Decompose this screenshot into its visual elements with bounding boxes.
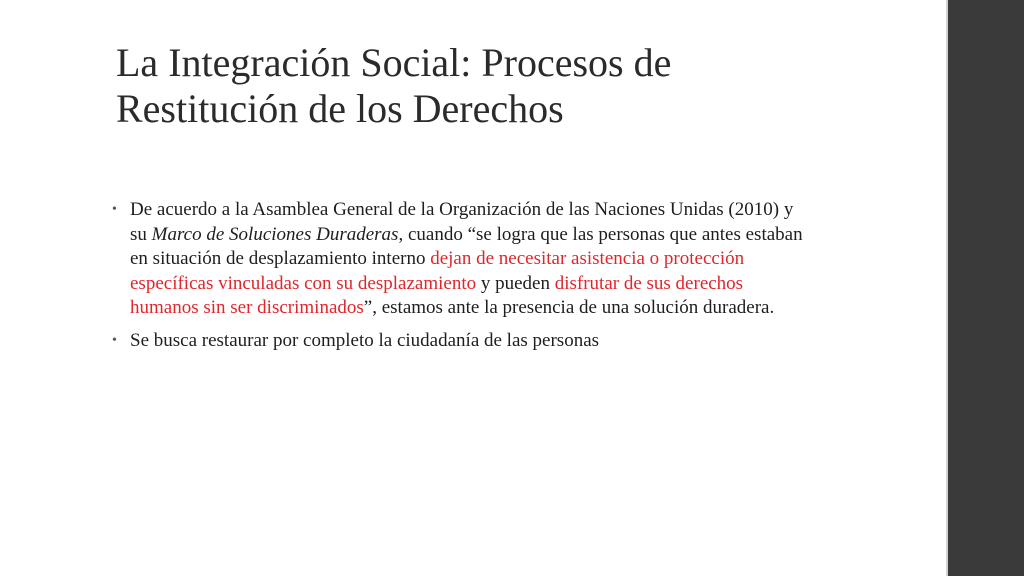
bullet-item-un-definition (110, 198, 810, 321)
bullet-dot-icon: • (112, 332, 117, 348)
bullet1-segment: y pueden (476, 272, 555, 294)
bullet-item-citizenship (110, 329, 810, 354)
bullet1-red-highlight: dejan de necesitar asistencia o protección específicas vinculadas con su desplazamiento (130, 248, 745, 294)
bullet-dot-icon: • (112, 202, 117, 217)
slide-title (116, 40, 916, 132)
bullet1-segment: ”, estamos ante la presencia de una solución duradera. (363, 297, 775, 318)
title-line-1: La Integración Social: Procesos de (116, 40, 672, 85)
title-line-2: Restitución de los Derechos (116, 86, 564, 131)
bullet1-text (130, 199, 803, 318)
bullet1-red-highlight: disfrutar de sus derechos humanos sin ser discriminados (130, 272, 744, 318)
decorative-sidebar (948, 0, 1024, 576)
bullet1-segment: De acuerdo a la Asamblea General de la Organización de las Naciones Unidas (2010) y su (130, 199, 794, 245)
bullet2-text: Se busca restaurar por completo la ciudadanía de las personas (130, 329, 600, 351)
bullet1-segment: , cuando “se logra que las personas que antes estaban en situación de desplazamiento interno (130, 223, 803, 269)
bullet1-italic-framework: Marco de Soluciones Duraderas (151, 223, 399, 245)
bullet-list (110, 198, 810, 361)
